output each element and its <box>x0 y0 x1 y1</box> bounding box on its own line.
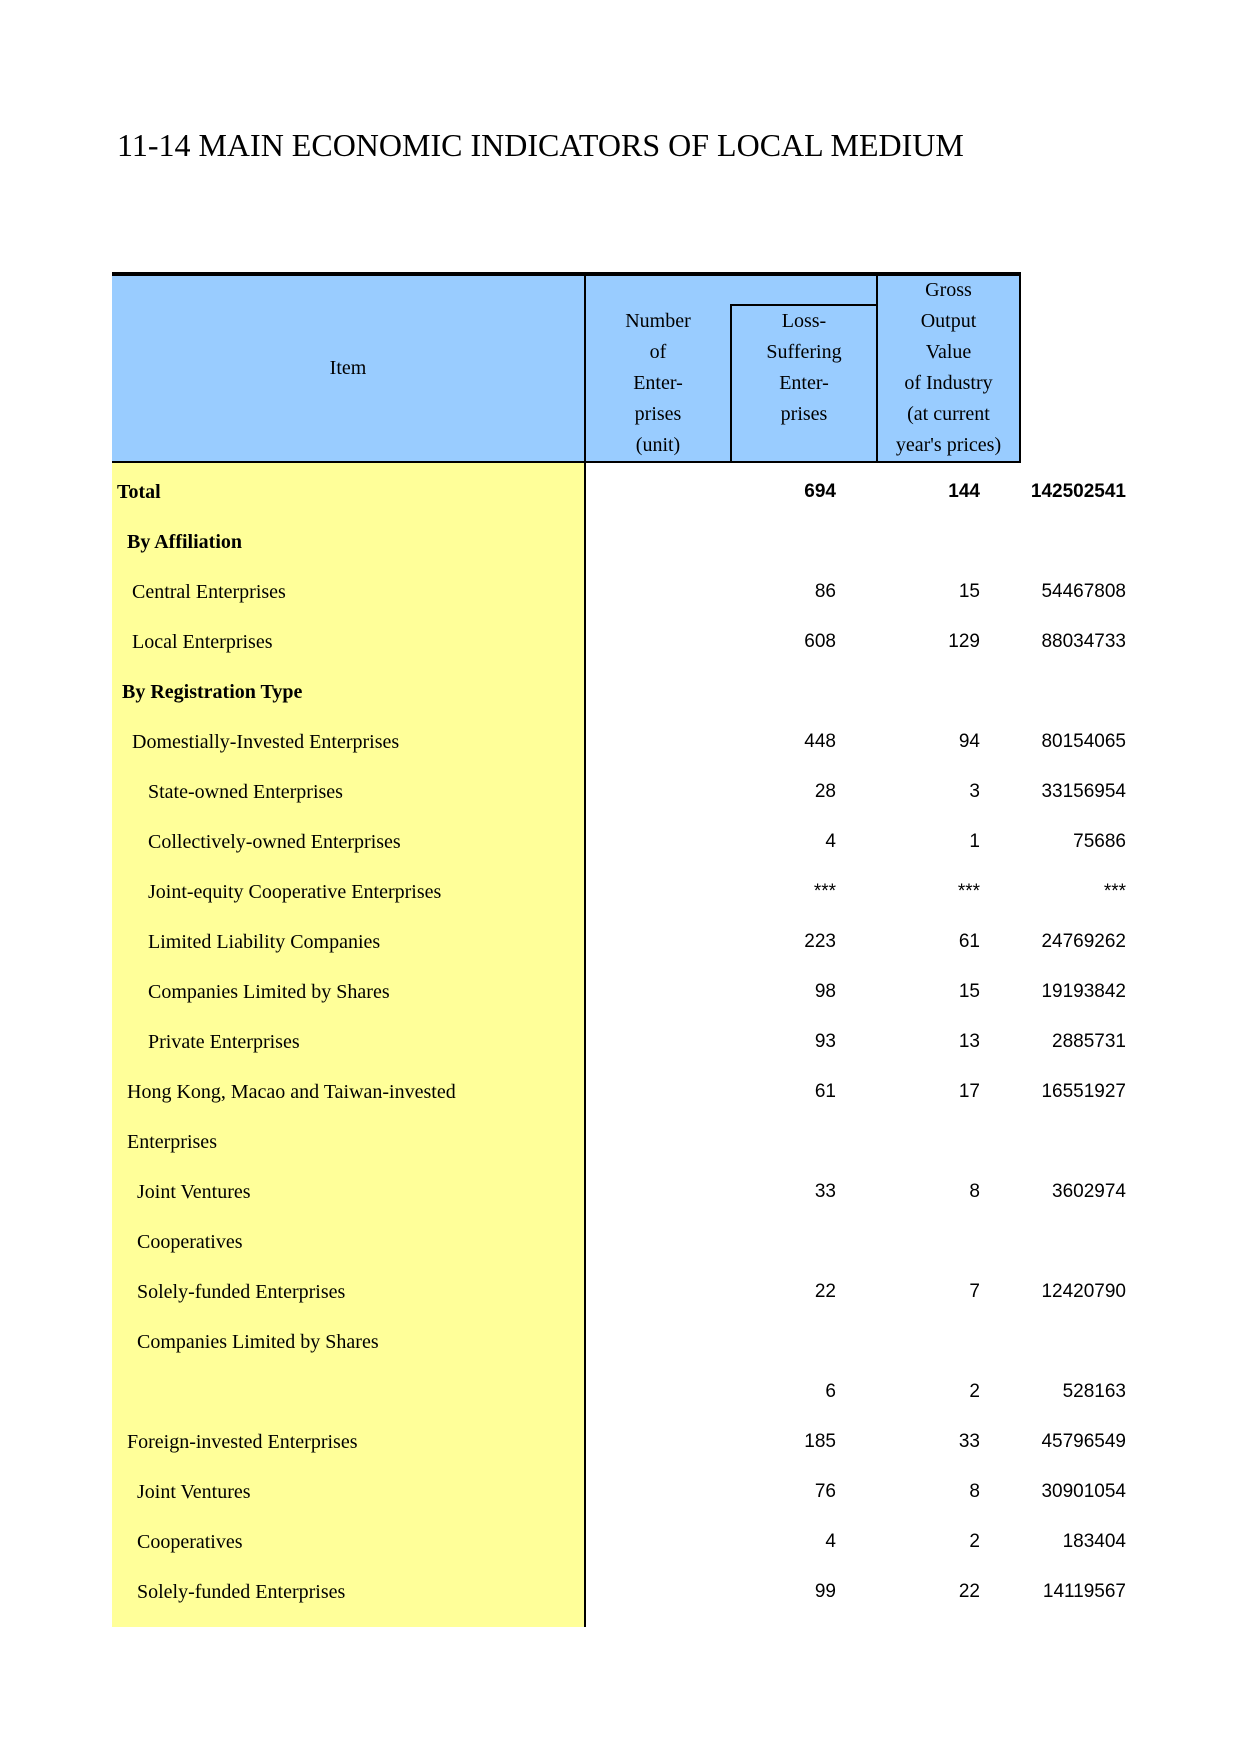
cell-loss: 2 <box>969 1381 980 1402</box>
table-row <box>112 467 1126 517</box>
cell-number: *** <box>813 881 836 902</box>
row-label: Hong Kong, Macao and Taiwan-invested <box>127 1081 456 1103</box>
table-row <box>112 1567 1126 1617</box>
table-row <box>112 1217 1021 1267</box>
cell-loss: 3 <box>969 781 980 802</box>
cell-loss: 17 <box>958 1081 980 1102</box>
cell-number: 22 <box>814 1281 836 1302</box>
cell-number: 608 <box>804 631 836 652</box>
table-row <box>112 1017 1126 1067</box>
cell-gross: 45796549 <box>1041 1431 1126 1452</box>
cell-loss: 33 <box>958 1431 980 1452</box>
page-title: 11-14 MAIN ECONOMIC INDICATORS OF LOCAL MEDIUM <box>117 127 964 163</box>
cell-gross: *** <box>1103 881 1126 902</box>
header-col1-line: Number <box>625 310 691 332</box>
cell-gross: 88034733 <box>1041 631 1126 652</box>
table-row <box>112 1117 1021 1167</box>
cell-number: 98 <box>814 981 836 1002</box>
table-row <box>112 517 1021 567</box>
cell-gross: 80154065 <box>1041 731 1126 752</box>
header-col1-line: (unit) <box>635 434 681 456</box>
header-col3-line: Value <box>925 341 972 363</box>
header-col2-line: Suffering <box>766 341 842 363</box>
cell-loss: 8 <box>969 1181 980 1202</box>
table-body <box>112 463 1126 1627</box>
cell-gross: 19193842 <box>1041 981 1126 1002</box>
table-row <box>112 717 1126 767</box>
table-row <box>112 817 1126 867</box>
header-divider-right <box>1019 276 1021 461</box>
row-label: Central Enterprises <box>132 581 286 603</box>
header-col3-line: year's prices) <box>895 434 1002 456</box>
row-label: Solely-funded Enterprises <box>137 1581 346 1603</box>
row-label: Enterprises <box>127 1131 217 1153</box>
row-label: Companies Limited by Shares <box>137 1331 379 1353</box>
cell-loss: 1 <box>969 831 980 852</box>
row-label: Total <box>117 481 161 503</box>
row-label: Foreign-invested Enterprises <box>127 1431 358 1453</box>
header-gross-output <box>878 275 1019 461</box>
header-loss-suffering <box>732 306 876 430</box>
row-label: Companies Limited by Shares <box>148 981 390 1003</box>
row-label: Domestially-Invested Enterprises <box>132 731 400 753</box>
cell-loss: 22 <box>958 1581 980 1602</box>
cell-number: 4 <box>825 1531 836 1552</box>
header-col2-line: prises <box>780 403 828 425</box>
table-header <box>112 276 1021 463</box>
table-row <box>112 1167 1126 1217</box>
row-label: Joint Ventures <box>137 1481 251 1503</box>
table-row <box>112 767 1126 817</box>
cell-gross: 30901054 <box>1041 1481 1126 1502</box>
cell-gross: 183404 <box>1062 1531 1126 1552</box>
cell-gross: 16551927 <box>1041 1081 1126 1102</box>
table-row <box>112 567 1126 617</box>
row-label: Joint Ventures <box>137 1181 251 1203</box>
cell-loss: 129 <box>948 631 980 652</box>
cell-gross: 33156954 <box>1041 781 1126 802</box>
cell-gross: 14119567 <box>1042 1581 1126 1602</box>
row-label: State-owned Enterprises <box>148 781 343 803</box>
cell-number: 185 <box>804 1431 836 1452</box>
cell-loss: *** <box>957 881 980 902</box>
cell-number: 99 <box>814 1581 836 1602</box>
header-col2-line: Loss- <box>781 310 827 332</box>
cell-gross: 528163 <box>1062 1381 1126 1402</box>
cell-number: 93 <box>814 1031 836 1052</box>
cell-number: 6 <box>825 1381 836 1402</box>
header-col2-line: Enter- <box>779 372 829 394</box>
cell-number: 28 <box>814 781 836 802</box>
cell-number: 448 <box>804 731 836 752</box>
cell-gross: 12420790 <box>1041 1281 1126 1302</box>
cell-number: 223 <box>804 931 836 952</box>
table-row <box>112 617 1126 667</box>
cell-gross: 142502541 <box>1030 481 1126 502</box>
cell-gross: 2885731 <box>1052 1031 1126 1052</box>
table-row <box>112 867 1126 917</box>
row-label: Local Enterprises <box>132 631 273 653</box>
cell-gross: 3602974 <box>1052 1181 1126 1202</box>
cell-loss: 15 <box>958 981 980 1002</box>
row-label: Joint-equity Cooperative Enterprises <box>148 881 442 903</box>
row-label: Solely-funded Enterprises <box>137 1281 346 1303</box>
header-number-of-enterprises <box>586 306 730 461</box>
table-row <box>112 1517 1126 1567</box>
row-label: By Affiliation <box>127 531 243 553</box>
cell-loss: 2 <box>969 1531 980 1552</box>
table-row <box>112 917 1126 967</box>
cell-loss: 13 <box>958 1031 980 1052</box>
table-row <box>112 1417 1126 1467</box>
cell-gross: 24769262 <box>1041 931 1126 952</box>
table-row <box>112 1267 1126 1317</box>
row-label: Limited Liability Companies <box>148 931 381 953</box>
row-label: Cooperatives <box>137 1531 243 1553</box>
header-col1-line: Enter- <box>633 372 683 394</box>
cell-loss: 8 <box>969 1481 980 1502</box>
cell-loss: 61 <box>958 931 980 952</box>
row-label: Private Enterprises <box>148 1031 300 1053</box>
cell-number: 86 <box>814 581 836 602</box>
header-item: Item <box>329 357 367 379</box>
cell-loss: 15 <box>958 581 980 602</box>
row-label: Collectively-owned Enterprises <box>148 831 401 853</box>
table-row <box>112 667 1021 717</box>
header-col3-line: (at current <box>907 403 990 425</box>
table-row <box>112 1067 1126 1117</box>
cell-loss: 7 <box>969 1281 980 1302</box>
cell-loss: 94 <box>958 731 980 752</box>
cell-number: 76 <box>814 1481 836 1502</box>
cell-gross: 54467808 <box>1041 581 1126 602</box>
header-col3-line: Output <box>920 310 977 332</box>
table-row <box>112 1367 1126 1417</box>
cell-number: 33 <box>814 1181 836 1202</box>
row-label: Cooperatives <box>137 1231 243 1253</box>
table-row <box>112 1467 1126 1517</box>
header-col3-line: of Industry <box>904 372 993 394</box>
table-row <box>112 967 1126 1017</box>
cell-number: 4 <box>825 831 836 852</box>
header-col3-line: Gross <box>925 279 972 301</box>
cell-gross: 75686 <box>1073 831 1126 852</box>
cell-number: 61 <box>814 1081 836 1102</box>
table-row <box>112 1317 1021 1367</box>
cell-loss: 144 <box>948 481 980 502</box>
header-col1-line: of <box>649 341 667 363</box>
header-col1-line: prises <box>634 403 682 425</box>
cell-number: 694 <box>804 481 836 502</box>
row-label: By Registration Type <box>122 681 303 703</box>
